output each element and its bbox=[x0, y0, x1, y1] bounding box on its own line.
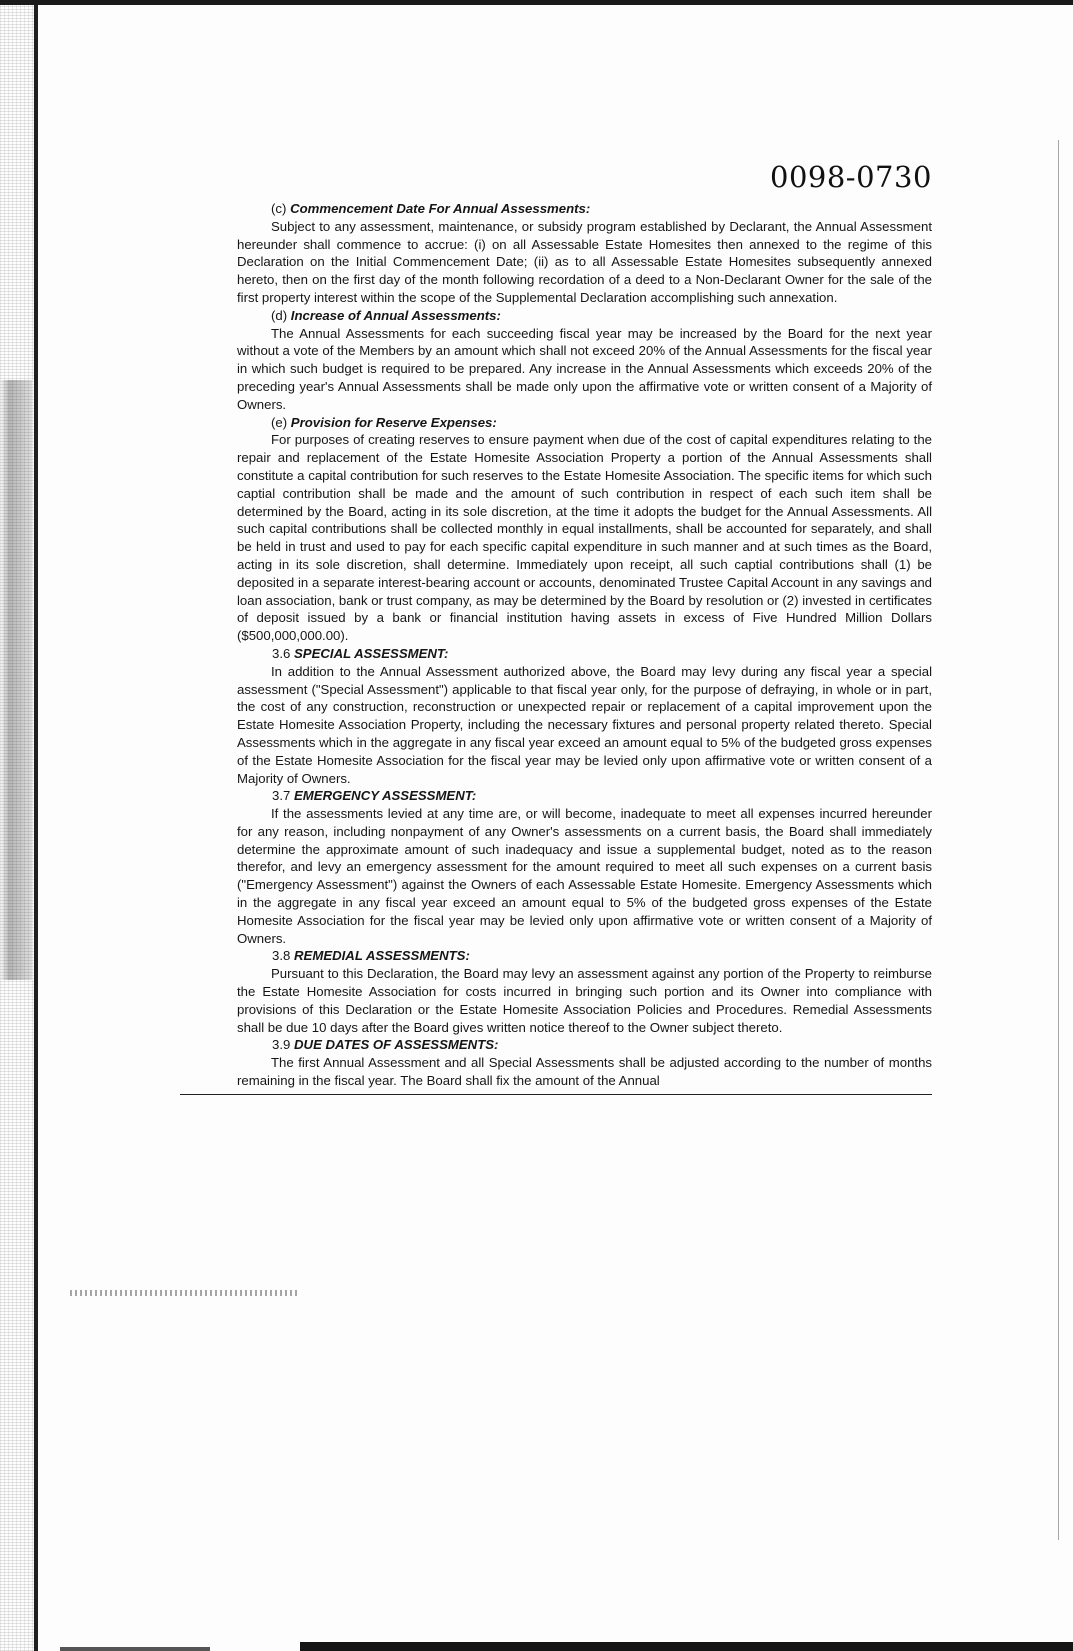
text-bottom-rule bbox=[180, 1094, 932, 1095]
section-paragraph-3-7: If the assessments levied at any time are, or will become, inadequate to meet all expenses incurred hereunder for any reason, including nonpayment of any Owner's assessments on a current basis, the Board shall immediately determine the approximate amount of such inadequacy and issue a supplemental budget, noted as to the reason therefor, and levy an emergency assessment for the amount required to meet all such expenses on a current basis ("Emergency Assessment") against the Owners of each Assessable Estate Homesite. Emergency Assessments which in the aggregate in any fiscal year exceed an amount equal to 5% of the budgeted gross expenses of the Estate Homesite Association for the fiscal year may be levied only upon affirmative vote or written consent of a Majority of Owners. bbox=[237, 806, 932, 946]
document-number: 0098-0730 bbox=[770, 160, 932, 194]
section-heading-3-7 bbox=[237, 787, 932, 805]
section-label: 3.9 bbox=[272, 1037, 291, 1053]
section-heading-3-6 bbox=[237, 645, 932, 663]
scan-edge-top bbox=[0, 0, 1073, 5]
section-label: 3.6 bbox=[272, 645, 291, 661]
section-heading-3-8 bbox=[237, 947, 932, 965]
section-label: 3.8 bbox=[272, 948, 291, 964]
section-title: Increase of Annual Assessments: bbox=[290, 307, 501, 323]
scan-edge-right bbox=[1058, 140, 1059, 1540]
section-title: REMEDIAL ASSESSMENTS: bbox=[294, 948, 470, 964]
section-paragraph-e: For purposes of creating reserves to ensure payment when due of the cost of capital expenditures relating to the repair and replacement of the Estate Homesite Association Property a portion of the Annual Assessments shall constitute a capital contribution for such reserves to the Estate Homesite Association. The specific items for which such captial contribution shall be made and the amount of such contribution in respect of each such item shall be determined by the Board, acting in its sole discretion, at the time it adopts the budget for the Annual Assessments. All such capital contributions shall be collected monthly in equal installments, shall be accounted for separately, and shall be held in trust and used to pay for each specific capital expenditure in such manner and at such times as the Board, acting in its sole discretion, shall determine. Immediately upon receipt, all such captial contributions shall (1) be deposited in a separate interest-bearing account or accounts, denominated Trustee Capital Account in any savings and loan association, bank or trust company, as may be determined by the Board by resolution or (2) invested in certificates of deposit issued by a bank or financial institution having assets in excess of Five Hundred Million Dollars ($500,000,000.00). bbox=[237, 432, 932, 644]
section-label: 3.7 bbox=[272, 788, 291, 804]
section-heading-e bbox=[237, 414, 932, 432]
document-body bbox=[237, 200, 932, 1090]
section-title: Commencement Date For Annual Assessments: bbox=[290, 201, 591, 216]
section-title: DUE DATES OF ASSESSMENTS: bbox=[294, 1037, 499, 1053]
scan-edge-bottom bbox=[300, 1642, 1073, 1651]
section-paragraph-3-9: The first Annual Assessment and all Special Assessments shall be adjusted according to the number of months remaining in the fiscal year. The Board shall fix the amount of the Annual bbox=[237, 1055, 932, 1089]
section-heading-3-9 bbox=[237, 1036, 932, 1054]
section-label: (c) bbox=[271, 201, 287, 216]
section-label: (d) bbox=[271, 307, 288, 323]
scan-edge-left bbox=[34, 0, 38, 1651]
scan-shadow-left bbox=[0, 380, 32, 980]
section-paragraph-c: Subject to any assessment, maintenance, or subsidy program established by Declarant, the Annual Assessment hereunder shall commence to accrue: (i) on all Assessable Estate Homesites then annexed to the regime of this Declaration on the Initial Commencement Date; (ii) as to all Assessable Estate Homesites subsequently annexed hereto, then on the first day of the month following recordation of a deed to a Non-Declarant Owner for the sale of the first property interest within the scope of the Supplemental Declaration accomplishing such annexation. bbox=[237, 218, 932, 305]
section-heading-d bbox=[237, 307, 932, 325]
section-title: EMERGENCY ASSESSMENT: bbox=[294, 788, 477, 804]
section-heading-c bbox=[237, 200, 932, 218]
scan-edge-bottom-left bbox=[60, 1647, 210, 1651]
scan-smudge bbox=[70, 1290, 300, 1296]
section-paragraph-3-6: In addition to the Annual Assessment authorized above, the Board may levy during any fiscal year a special assessment ("Special Assessment") applicable to that fiscal year only, for the purpose of defraying, in whole or in part, the cost of any construction, reconstruction or unexpected repair or replacement of a capital improvement upon the Estate Homesite Association Property, including the necessary fixtures and personal property related thereto. Special Assessments which in the aggregate in any fiscal year exceed an amount equal to 5% of the budgeted gross expenses of the Estate Homesite Association for the fiscal year may be levied only upon affirmative vote or written consent of a Majority of Owners. bbox=[237, 663, 932, 786]
section-title: SPECIAL ASSESSMENT: bbox=[294, 645, 449, 661]
section-paragraph-d: The Annual Assessments for each succeeding fiscal year may be increased by the Board for the next year without a vote of the Members by an amount which shall not exceed 20% of the Annual Assessments for the fiscal year in which such budget is required to be prepared. Any increase in the Annual Assessments which exceeds 20% of the preceding year's Annual Assessments shall be made only upon the affirmative vote or written consent of a Majority of Owners. bbox=[237, 325, 932, 412]
section-title: Provision for Reserve Expenses: bbox=[290, 414, 497, 430]
section-label: (e) bbox=[271, 414, 288, 430]
section-paragraph-3-8: Pursuant to this Declaration, the Board may levy an assessment against any portion of the Property to reimburse the Estate Homesite Association for costs incurred in bringing such portion and its Owner into compliance with provisions of this Declaration or the Estate Homesite Association Policies and Procedures. Remedial Assessments shall be due 10 days after the Board gives written notice thereof to the Owner subject thereto. bbox=[237, 966, 932, 1035]
